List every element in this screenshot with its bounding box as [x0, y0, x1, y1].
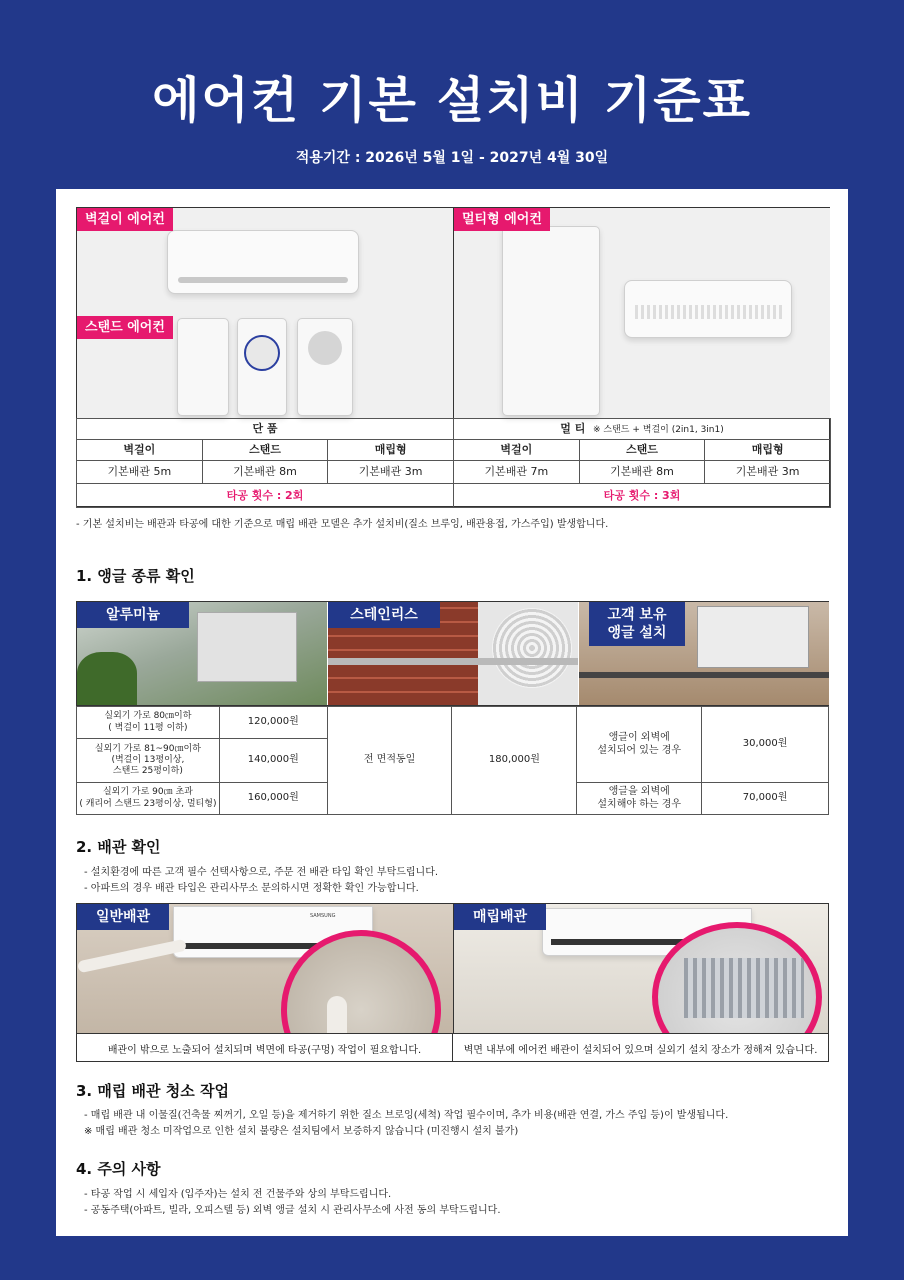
stainless-price: 180,000원: [452, 707, 577, 815]
customer-row-label: 앵글이 외벽에 설치되어 있는 경우: [577, 707, 702, 783]
general-pipe-tag: 일반배관: [77, 904, 169, 930]
aluminum-row-label: 실외기 가로 90㎝ 초과 ( 캐리어 스탠드 23평이상, 멀티형): [77, 783, 220, 815]
aluminum-row-price: 140,000원: [219, 739, 327, 783]
buried-pipe-caption: 벽면 내부에 에어컨 배관이 설치되어 있으며 실외기 설치 장소가 정해져 있습니다.: [452, 1034, 829, 1062]
section2-note: - 설치환경에 따른 고객 필수 선택사항으로, 주문 전 배관 타입 확인 부탁드립니다.: [84, 867, 439, 878]
single-product-table: [76, 418, 454, 508]
customer-row-label: 앵글을 외벽에 설치해야 하는 경우: [577, 783, 702, 815]
single-pipe-buried: 기본배관 3m: [328, 461, 454, 484]
single-pipe-wall: 기본배관 5m: [77, 461, 203, 484]
section3-note: - 매립 배관 내 이물질(건축물 찌꺼기, 오일 등)을 제거하기 위한 질소 브로잉(세척) 작업 필수이며, 추가 비용(배관 연결, 가스 주입 등)이 발생됩니다.: [84, 1110, 729, 1121]
multi-col-buried: 매립형: [705, 440, 831, 461]
single-col-buried: 매립형: [328, 440, 454, 461]
aluminum-row-label: 실외기 가로 80㎝이하 ( 벽걸이 11평 이하): [77, 707, 220, 739]
angle-price-table: [76, 706, 829, 815]
stainless-label: 전 면적동일: [327, 707, 452, 815]
section2-note: - 아파트의 경우 배관 타입은 관리사무소 문의하시면 정확한 확인 가능합니다.: [84, 883, 419, 894]
aluminum-row-label: 실외기 가로 81~90㎝이하 (벽걸이 13평이상, 스탠드 25평이하): [77, 739, 220, 783]
angle-photos: [76, 601, 829, 706]
general-pipe-caption: 배관이 밖으로 노출되어 설치되며 벽면에 타공(구멍) 작업이 필요합니다.: [76, 1034, 453, 1062]
wall-ac-image: [624, 280, 792, 338]
stand-ac-tag: 스탠드 에어컨: [77, 316, 173, 339]
pipe-photos: [76, 903, 829, 1034]
product-box: [76, 207, 830, 507]
content-sheet: [56, 189, 848, 1236]
brand-mark: SAMSUNG: [310, 913, 336, 919]
multi-col-wall: 벽걸이: [454, 440, 580, 461]
multi-note: ※ 스탠드 + 벽걸이 (2in1, 3in1): [593, 424, 724, 435]
single-col-wall: 벽걸이: [77, 440, 203, 461]
aluminum-row-price: 120,000원: [219, 707, 327, 739]
single-col-stand: 스탠드: [202, 440, 328, 461]
single-pipe-stand: 기본배관 8m: [202, 461, 328, 484]
applicable-period: 적용기간 : 2026년 5월 1일 - 2027년 4월 30일: [295, 150, 609, 166]
single-drill-count: 타공 횟수 : 2회: [77, 484, 454, 508]
multi-title: 멀 티: [560, 421, 586, 435]
customer-row-price: 30,000원: [702, 707, 829, 783]
customer-angle-tag: 고객 보유 앵글 설치: [589, 602, 685, 646]
multi-ac-tag: 멀티형 에어컨: [454, 208, 550, 231]
aluminum-row-price: 160,000원: [219, 783, 327, 815]
install-footnote: - 기본 설치비는 배관과 타공에 대한 기준으로 매립 배관 모델은 추가 설치비(질소 브루잉, 배관용접, 가스주입) 발생합니다.: [76, 519, 609, 530]
aluminum-tag: 알루미늄: [77, 602, 189, 628]
multi-pipe-wall: 기본배관 7m: [454, 461, 580, 484]
stand-ac-image: [297, 318, 353, 416]
section4-title: 4. 주의 사항: [76, 1160, 161, 1178]
buried-pipe-tag: 매립배관: [454, 904, 546, 930]
customer-row-price: 70,000원: [702, 783, 829, 815]
multi-product-table: [453, 418, 831, 508]
section1-title: 1. 앵글 종류 확인: [76, 567, 195, 585]
multi-pipe-buried: 기본배관 3m: [705, 461, 831, 484]
multi-col-stand: 스탠드: [579, 440, 705, 461]
multi-drill-count: 타공 횟수 : 3회: [454, 484, 831, 508]
wall-ac-tag: 벽걸이 에어컨: [77, 208, 173, 231]
stand-ac-image: [502, 226, 600, 416]
stand-ac-image: [237, 318, 287, 416]
stand-ac-image: [177, 318, 229, 416]
single-product-images: [77, 208, 453, 418]
section2-title: 2. 배관 확인: [76, 838, 161, 856]
multi-product-images: [454, 208, 830, 418]
multi-pipe-stand: 기본배관 8m: [579, 461, 705, 484]
single-title: 단 품: [77, 419, 454, 440]
page-title: 에어컨 기본 설치비 기준표: [152, 72, 752, 129]
section4-note: - 타공 작업 시 세입자 (입주자)는 설치 전 건물주와 상의 부탁드립니다.: [84, 1189, 392, 1200]
section4-note: - 공동주택(아파트, 빌라, 오피스텔 등) 외벽 앵글 설치 시 관리사무소에 사전 동의 부탁드립니다.: [84, 1205, 501, 1216]
section3-warning: ※ 매립 배관 청소 미작업으로 인한 설치 불량은 설치팀에서 보증하지 않습니다 (미진행시 설치 불가): [84, 1126, 519, 1137]
section3-title: 3. 매립 배관 청소 작업: [76, 1082, 229, 1100]
stainless-tag: 스테인리스: [328, 602, 440, 628]
wall-ac-image: [167, 230, 359, 294]
